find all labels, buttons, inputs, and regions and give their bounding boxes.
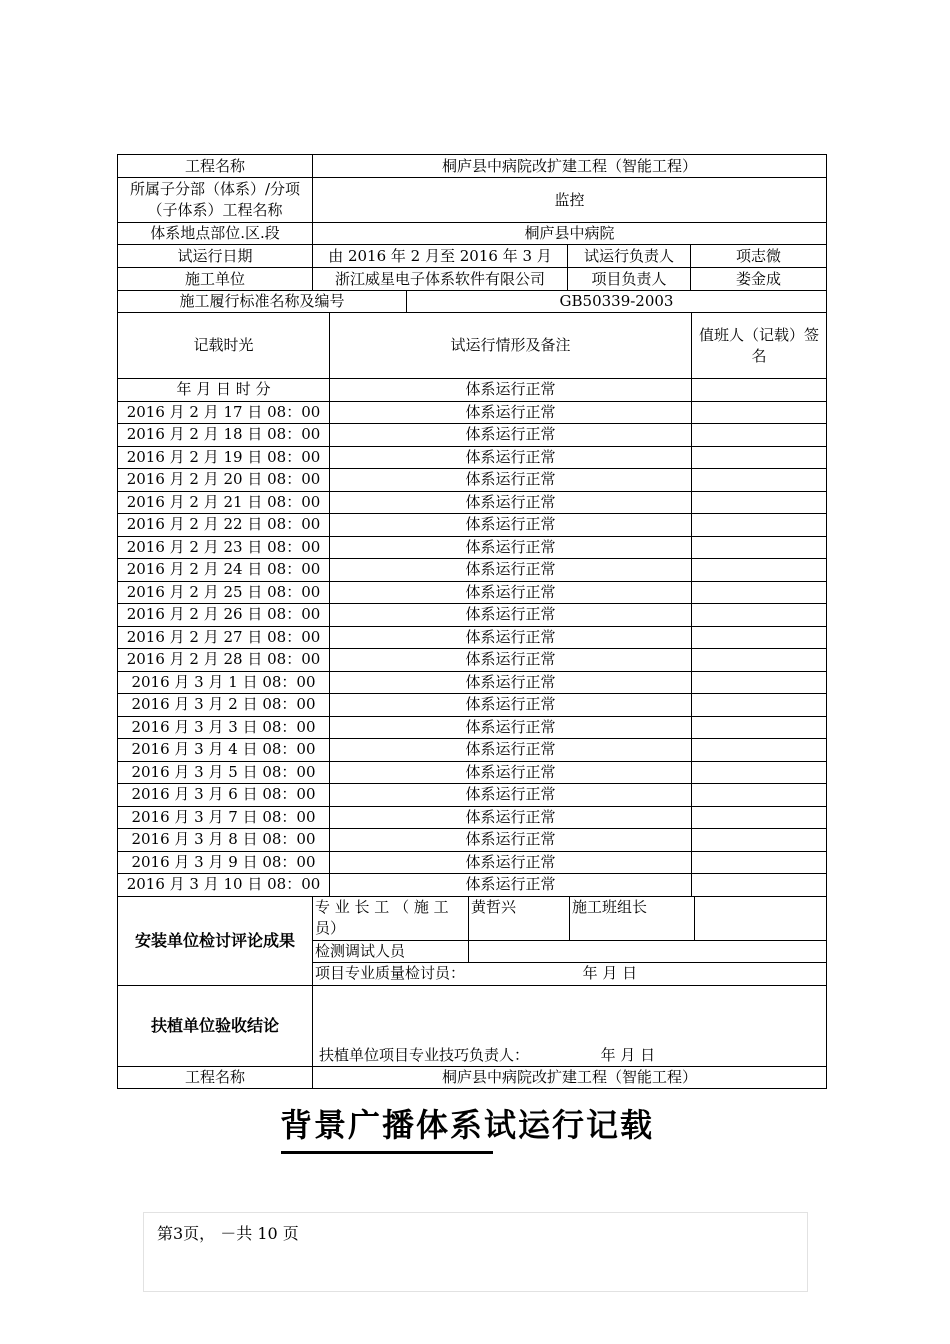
log-duty-signature — [692, 379, 827, 402]
tester-value — [469, 940, 827, 962]
title-underline — [281, 1151, 493, 1154]
log-duty-signature — [692, 784, 827, 807]
header-table — [117, 154, 827, 291]
log-status: 体系运行正常 — [330, 874, 692, 897]
record-form — [117, 154, 826, 1089]
log-time: 2016 月 2 月 17 日 08：00 — [118, 401, 330, 424]
log-status: 体系运行正常 — [330, 401, 692, 424]
acceptance-label: 扶植单位验收结论 — [118, 985, 313, 1066]
log-time: 2016 月 2 月 19 日 08：00 — [118, 446, 330, 469]
log-time: 2016 月 3 月 7 日 08：00 — [118, 806, 330, 829]
log-time: 2016 月 3 月 2 日 08：00 — [118, 694, 330, 717]
log-time: 2016 月 3 月 8 日 08：00 — [118, 829, 330, 852]
log-table — [117, 312, 827, 897]
log-status: 体系运行正常 — [330, 424, 692, 447]
log-time: 2016 月 2 月 20 日 08：00 — [118, 469, 330, 492]
log-duty-signature — [692, 491, 827, 514]
subdivision-label: 所属子分部（体系）/分项（子体系）工程名称 — [118, 178, 313, 223]
trial-owner-label: 试运行负责人 — [568, 245, 691, 268]
log-time: 2016 月 3 月 4 日 08：00 — [118, 739, 330, 762]
table-row — [118, 536, 827, 559]
log-time: 2016 月 2 月 23 日 08：00 — [118, 536, 330, 559]
acceptance-sign-label: 扶植单位项目专业技巧负责人： — [319, 1045, 530, 1064]
log-time: 2016 月 2 月 21 日 08：00 — [118, 491, 330, 514]
standard-label: 施工履行标准名称及编号 — [118, 291, 407, 313]
log-duty-signature — [692, 424, 827, 447]
log-duty-signature — [692, 829, 827, 852]
log-status: 体系运行正常 — [330, 604, 692, 627]
footer-box — [143, 1212, 808, 1292]
log-duty-signature — [692, 694, 827, 717]
table-row — [118, 604, 827, 627]
log-time: 2016 月 3 月 5 日 08：00 — [118, 761, 330, 784]
project-name-label: 工程名称 — [118, 155, 313, 178]
log-duty-signature — [692, 536, 827, 559]
log-status: 体系运行正常 — [330, 829, 692, 852]
acceptance-sign-date: 年 月 日 — [600, 1045, 656, 1064]
log-duty-signature — [692, 851, 827, 874]
log-duty-signature — [692, 671, 827, 694]
log-time: 2016 月 3 月 3 日 08：00 — [118, 716, 330, 739]
trial-owner-value: 项志微 — [691, 245, 827, 268]
team-lead-label: 施工班组长 — [570, 896, 695, 940]
table-row — [118, 739, 827, 762]
install-table — [117, 896, 827, 986]
table-row — [118, 626, 827, 649]
log-duty-signature — [692, 626, 827, 649]
table-row — [118, 424, 827, 447]
qc-row — [313, 962, 827, 985]
log-status: 体系运行正常 — [330, 851, 692, 874]
table-row — [118, 491, 827, 514]
subdivision-value: 监控 — [313, 178, 827, 223]
log-status: 体系运行正常 — [330, 559, 692, 582]
contractor-value: 浙江威星电子体系软件有限公司 — [313, 268, 568, 291]
log-time: 2016 月 3 月 6 日 08：00 — [118, 784, 330, 807]
table-row — [118, 649, 827, 672]
log-time: 2016 月 2 月 18 日 08：00 — [118, 424, 330, 447]
log-duty-signature — [692, 469, 827, 492]
standard-value: GB50339-2003 — [407, 291, 827, 313]
table-row — [118, 469, 827, 492]
log-duty-signature — [692, 874, 827, 897]
page-title: 背景广播体系试运行记载 — [280, 1106, 655, 1144]
log-status: 体系运行正常 — [330, 649, 692, 672]
col-duty-header: 值班人（记载）签名 — [692, 313, 827, 379]
log-status: 体系运行正常 — [330, 491, 692, 514]
trial-date-value: 由 2016 年 2 月至 2016 年 3 月 — [313, 245, 568, 268]
table-row — [118, 446, 827, 469]
log-duty-signature — [692, 806, 827, 829]
log-time: 2016 月 2 月 22 日 08：00 — [118, 514, 330, 537]
log-status: 体系运行正常 — [330, 739, 692, 762]
table-row — [118, 806, 827, 829]
log-duty-signature — [692, 401, 827, 424]
bottom-project-value: 桐庐县中病院改扩建工程（智能工程） — [313, 1066, 827, 1088]
table-row — [118, 874, 827, 897]
log-time: 2016 月 2 月 28 日 08：00 — [118, 649, 330, 672]
table-row — [118, 694, 827, 717]
table-row — [118, 514, 827, 537]
log-duty-signature — [692, 514, 827, 537]
install-label: 安装单位检讨评论成果 — [118, 896, 313, 985]
log-status: 体系运行正常 — [330, 784, 692, 807]
table-row — [118, 379, 827, 402]
location-label: 体系地点部位.区.段 — [118, 223, 313, 245]
table-row — [118, 671, 827, 694]
log-duty-signature — [692, 446, 827, 469]
log-time: 2016 月 2 月 27 日 08：00 — [118, 626, 330, 649]
log-time: 2016 月 3 月 1 日 08：00 — [118, 671, 330, 694]
log-status: 体系运行正常 — [330, 671, 692, 694]
log-status: 体系运行正常 — [330, 626, 692, 649]
log-duty-signature — [692, 761, 827, 784]
log-status: 体系运行正常 — [330, 761, 692, 784]
project-lead-value: 娄金成 — [691, 268, 827, 291]
log-status: 体系运行正常 — [330, 806, 692, 829]
log-duty-signature — [692, 581, 827, 604]
log-status: 体系运行正常 — [330, 446, 692, 469]
page-number: 第3页， －共 10 页 — [157, 1224, 299, 1243]
log-status: 体系运行正常 — [330, 379, 692, 402]
log-duty-signature — [692, 649, 827, 672]
acceptance-table — [117, 985, 827, 1067]
table-row — [118, 829, 827, 852]
log-time: 2016 月 2 月 24 日 08：00 — [118, 559, 330, 582]
project-lead-label: 项目负责人 — [568, 268, 691, 291]
log-duty-signature — [692, 716, 827, 739]
location-value: 桐庐县中病院 — [313, 223, 827, 245]
log-time: 2016 月 2 月 25 日 08：00 — [118, 581, 330, 604]
log-time: 年 月 日 时 分 — [118, 379, 330, 402]
contractor-label: 施工单位 — [118, 268, 313, 291]
log-status: 体系运行正常 — [330, 469, 692, 492]
standard-table — [117, 290, 827, 313]
team-lead-value — [695, 896, 827, 940]
log-duty-signature — [692, 559, 827, 582]
log-duty-signature — [692, 604, 827, 627]
log-time: 2016 月 2 月 26 日 08：00 — [118, 604, 330, 627]
foreman-label: 专 业 长 工 （ 施 工 员） — [313, 896, 469, 940]
table-row — [118, 401, 827, 424]
foreman-value: 黄哲兴 — [469, 896, 570, 940]
tester-label: 检测调试人员 — [313, 940, 469, 962]
col-time-header: 记载时光 — [118, 313, 330, 379]
table-row — [118, 784, 827, 807]
qc-date: 年 月 日 — [582, 964, 638, 982]
bottom-project-label: 工程名称 — [118, 1066, 313, 1088]
log-time: 2016 月 3 月 10 日 08：00 — [118, 874, 330, 897]
col-status-header: 试运行情形及备注 — [330, 313, 692, 379]
log-status: 体系运行正常 — [330, 716, 692, 739]
table-row — [118, 559, 827, 582]
table-row — [118, 851, 827, 874]
qc-label: 项目专业质量检讨员： — [315, 964, 466, 982]
log-status: 体系运行正常 — [330, 514, 692, 537]
log-time: 2016 月 3 月 9 日 08：00 — [118, 851, 330, 874]
log-status: 体系运行正常 — [330, 536, 692, 559]
log-status: 体系运行正常 — [330, 694, 692, 717]
table-row — [118, 581, 827, 604]
bottom-table — [117, 1066, 827, 1089]
log-duty-signature — [692, 739, 827, 762]
table-row — [118, 716, 827, 739]
trial-date-label: 试运行日期 — [118, 245, 313, 268]
table-row — [118, 761, 827, 784]
project-name-value: 桐庐县中病院改扩建工程（智能工程） — [313, 155, 827, 178]
acceptance-sign-row — [313, 985, 827, 1066]
log-status: 体系运行正常 — [330, 581, 692, 604]
log-rows — [118, 379, 827, 897]
